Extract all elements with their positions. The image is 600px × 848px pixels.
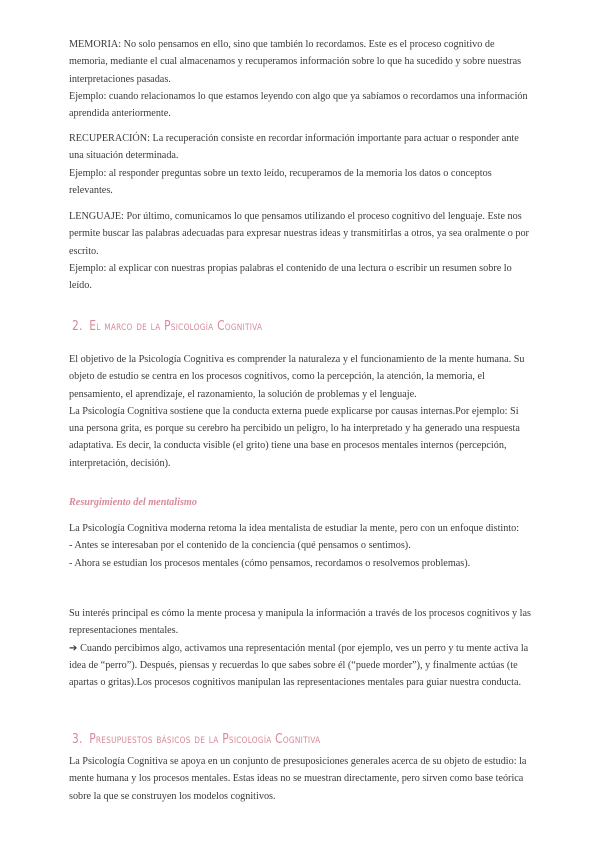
mentalismo-bullet-2: - Ahora se estudian los procesos mentales (cómo pensamos, recordamos o resolvemos problemas). [69,557,471,569]
section-2-body [69,351,535,472]
interest-block [69,605,535,691]
section-3-body [69,753,535,805]
section-2-number: 2. [72,319,83,334]
interest-text: Su interés principal es cómo la mente procesa y manipula la información a través de los procesos cognitivos y las representaciones mentales. [69,608,531,637]
lenguaje-block [69,208,535,294]
section-2-paragraph-1: El objetivo de la Psicología Cognitiva es comprender la naturaleza y el funcionamiento de la mente humana. Su objeto de estudio se centra en los procesos cognitivos, como la percepción, la atención, la memoria, el pensamiento, el aprendizaje, el razonamiento, la solución de problemas y el lenguaje. [69,354,525,400]
subheading-mentalismo: Resurgimiento del mentalismo [69,497,197,508]
mentalismo-intro: La Psicología Cognitiva moderna retoma la idea mentalista de estudiar la mente, pero con un enfoque distinto: [69,523,520,534]
section-2-title: El marco de la Psicología Cognitiva [89,319,263,334]
lenguaje-example: Ejemplo: al explicar con nuestras propias palabras el contenido de una lectura o escribir un resumen sobre lo leído. [69,262,512,292]
section-3-paragraph-1: La Psicología Cognitiva se apoya en un conjunto de presuposiciones generales acerca de su objeto de estudio: la mente humana y los procesos mentales. Estas ideas no se muestran directamente, pero sirven como base teórica sobre la que se construyen los modelos cognitivos. [69,756,527,802]
section-3-heading [72,731,320,748]
section-2-paragraph-2: La Psicología Cognitiva sostiene que la conducta externa puede explicarse por causas internas.Por ejemplo: Si una persona grita, es porque su cerebro ha percibido un peligro, lo ha interpretado y ha generado una respuesta adaptativa. Es decir, la conducta visible (el grito) tiene una base en procesos mentales internos (percepción, interpretación, decisión). [69,405,520,469]
memoria-example: Ejemplo: cuando relacionamos lo que estamos leyendo con algo que ya sabíamos o recordamos una información aprendida anteriormente. [69,90,528,120]
memoria-text: MEMORIA: No solo pensamos en ello, sino que también lo recordamos. Este es el proceso cognitivo de memoria, mediante el cual almacenamos y recuperamos información sobre lo que ha sucedido y sobre nuestras interpretaciones pasadas. [69,39,522,85]
mentalismo-bullet-1: - Antes se interesaban por el contenido de la conciencia (qué pensamos o sentimos). [69,540,411,552]
lenguaje-text: LENGUAJE: Por último, comunicamos lo que pensamos utilizando el proceso cognitivo del lenguaje. Este nos permite buscar las palabras adecuadas para expresar nuestras ideas y transmitirlas a otros, ya sea oralmente o por escrito. [69,211,529,257]
memoria-block [69,36,535,122]
recuperacion-example: Ejemplo: al responder preguntas sobre un texto leído, recuperamos de la memoria los datos o conceptos relevantes. [69,167,492,196]
section-3-title: Presupuestos básicos de la Psicología Cognitiva [89,732,321,747]
recuperacion-text: RECUPERACIÓN: La recuperación consiste en recordar información importante para actuar o responder ante una situación determinada. [69,133,519,162]
section-2-heading [72,318,262,335]
arrow-example: ➔ Cuando percibimos algo, activamos una representación mental (por ejemplo, ves un perro y tu mente activa la idea de “perro”). Después, piensas y recuerdas lo que sabes sobre él (“puede morder”), y finalmente actúas (te apartas o gritas).Los procesos cognitivos manipulan las representaciones mentales para guiar nuestra conducta. [69,642,529,689]
recuperacion-block [69,130,535,199]
section-3-number: 3. [72,732,83,747]
mentalismo-body [69,520,535,572]
